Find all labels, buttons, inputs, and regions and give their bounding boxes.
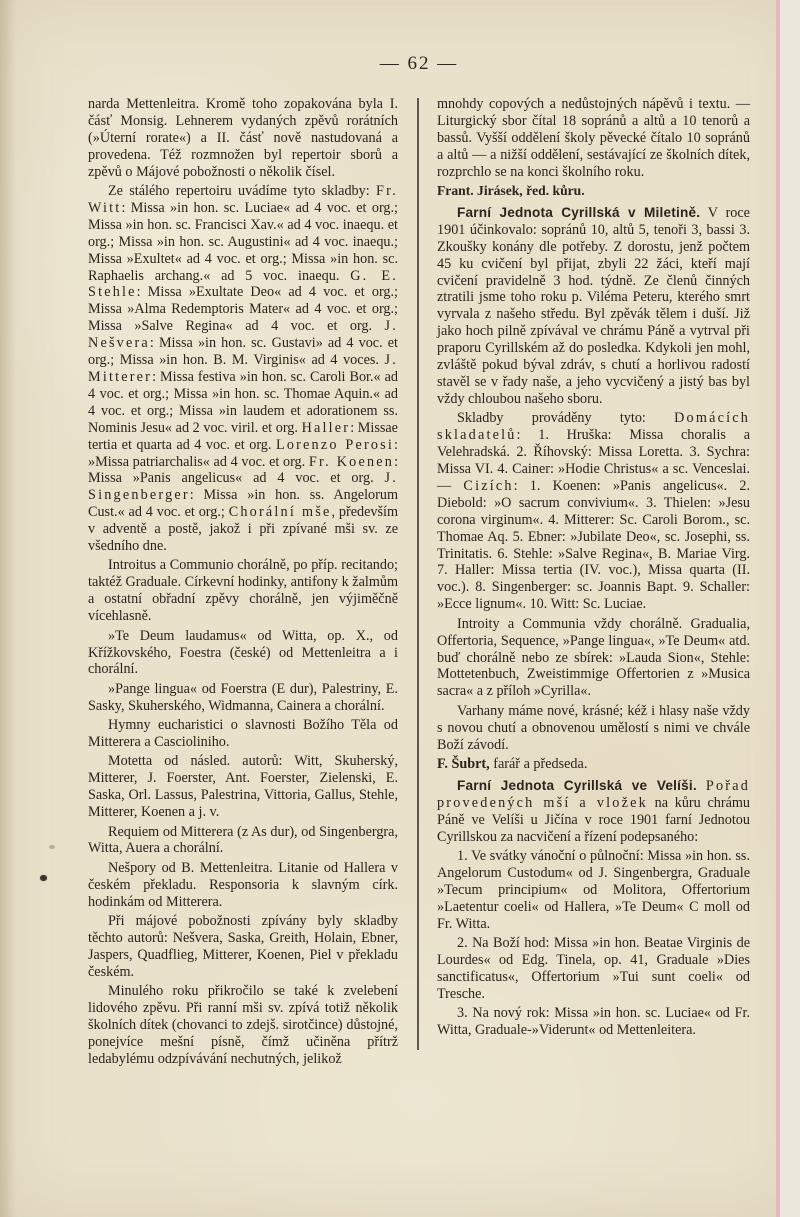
page-left-edge-shadow: [0, 0, 16, 1217]
signature-line: [437, 756, 750, 773]
text-run: : 1. Koenen: »Panis angelicus«. 2. Diebold: »O sacrum convivium«. 3. Thielen: »Jesu corona virginum«. 4. Mitterer: Sc. Caroli Borom., sc. Thomae Aq. 5. Ebner: »Jubilate Deo«, sc. Josephi, ss. Trinitatis. 6. Stehle: »Salve Regina«, B. Mariae Virg. 7. Haller: Missa tertia (IV. voc.), Missa quarta (II. voc.). 8. Singenberger: sc. Joannis Bapt. 9. Schaller: »Ecce lignum«. 10. Witt: Sc. Luciae.: [437, 477, 751, 613]
ink-smudge: [49, 845, 55, 849]
spaced-name: Fr. Koenen: [308, 453, 395, 470]
paragraph: [437, 848, 750, 933]
text-run: , především v adventě a postě, jakož i při zpívané mši sv. ze všedního dne.: [88, 504, 398, 555]
signature-line: [437, 183, 750, 200]
spaced-name: J. Singenberger: [88, 470, 398, 504]
paragraph: [437, 616, 750, 701]
text-run: : Missa festiva »in hon. sc. Caroli Bor.« ad 4 voc. et org.; Missa »in hon. sc. Thomae Aquin.« ad 4 voc. et org.; Missa »in laudem et adorationem ss. Nominis Jesu« ad 2 voc. viril. et org.: [88, 369, 398, 436]
spaced-name: Fr. Witt: [88, 183, 398, 216]
text-run: 2. Na Boží hod: Missa »in hon. Beatae Virginis de Lourdes« od Edg. Tinela, op. 41, Graduale »Dies sanctificatus«, Offertorium »Tui sunt coeli« od Tresche.: [437, 935, 750, 1002]
text-run: : Missa »Exultate Deo« ad 4 voc. et org.; Missa »Alma Redemptoris Mater« ad 4 voc. et org.; Missa »Salve Regina« ad 4 voc. et org.: [88, 284, 398, 335]
text-run: V roce 1901 účinkovalo: sopránů 10, altů 5, tenoři 3, bassi 3. Zkoušky konány dle potřeby. Z dorostu, jenž počtem 45 ku cvičení byl přijat, zbyli 22 žáci, kteří mají cvičení pravidelně 3 hod. týdně. Ze členů činných ztratili jsme toho roku p. Viléma Peteru, kterého smrt vyrvala z našeho středu. Byl zpěvák tělem i duší. Již jako hoch pilně zpívával ve chrámu Páně a vytrval při praporu Cyrillském až do posledka. Kdykoli jen mohl, zvláště pokud býval zdráv, s chutí a horlivou radostí stavěl se v řady naše, a jeho vycvičený a jistý bas byl vždy chloubou našeho sboru.: [437, 204, 750, 407]
spaced-name: Haller: [301, 419, 351, 436]
spaced-name: Domácích skladatelů: [437, 410, 750, 444]
text-run: : Missa »in hon. ss. Angelorum Cust.« ad 4 voc. et org.;: [88, 487, 398, 521]
section-heading: Farní Jednota Cyrillská v Miletině.: [457, 204, 701, 220]
text-run: : Missa »in hon. sc. Gustavi» ad 4 voc. et org.; Missa »in hon. B. M. Virginis« ad 4 voces.: [88, 335, 398, 369]
text-run: Při májové pobožnosti zpívány byly skladby těchto autorů: Nešvera, Saska, Greith, Holain, Ebner, Jaspers, Quadflieg, Mitterer, Koenen, Piel v překladu českém.: [88, 913, 398, 980]
page-number: — 62 —: [379, 53, 459, 74]
text-run: : Missa »in hon. sc. Luciae« ad 4 voc. et org.; Missa »in hon. sc. Francisci Xav.« ad 4 voc. inaequ. et org.; Missa »in hon. sc. Augustini« ad 4 voc. inaequ.; Missa »Exultet« ad 4 voc. et org.; Missa »in hon. sc. Raphaelis archang.« ad 5 voc. inaequ.: [88, 199, 398, 284]
paragraph: [437, 1005, 750, 1039]
text-run: Varhany máme nové, krásné; kéž i hlasy naše vždy s novou chutí a obnovenou umělostí s nimi ve chvále Boží závodí.: [437, 702, 750, 753]
text-run: farář a předseda.: [489, 755, 588, 772]
spaced-name: J. Mitterer: [88, 352, 398, 385]
paragraph: [88, 628, 398, 679]
paragraph: [437, 935, 750, 1003]
text-run: Introity a Communia vždy chorálně. Gradualia, Offertoria, Sequence, »Pange lingua«, »Te Deum« atd. buď chorálně nebo ze sbírek: »Lauda Sion«, Stehle: Mottetenbuch, Zweistimmige Offertorien z »Musica sacra« a z příloh »Cyrilla«.: [437, 615, 750, 700]
paragraph: [88, 983, 398, 1068]
text-run: [697, 778, 706, 794]
paragraph: [88, 753, 398, 821]
paragraph: [88, 96, 398, 181]
text-run: F. Šubrt,: [437, 755, 490, 772]
spaced-name: Lorenzo Perosi: [275, 436, 395, 453]
spaced-name: Pořad provedených mší a vložek: [437, 777, 750, 811]
paragraph: [88, 681, 398, 715]
paragraph: [437, 778, 750, 846]
text-run: : 1. Hruška: Missa choralis a Velehradská. 2. Říhovský: Missa Loretta. 3. Sychra: Missa VI. 4. Cainer: »Hodie Christus« a sc. Venceslai. —: [437, 427, 750, 494]
text-run: Introitus a Communio chorálně, po příp. recitando; taktéž Graduale. Církevní hodinky, antifony k žalmům a ostatní obřadní zpěvy chorálně, jen výjiměčně vícehlasně.: [88, 557, 398, 625]
paragraph: [88, 183, 398, 555]
paragraph: [437, 703, 750, 754]
ink-spot: [40, 875, 47, 881]
text-run: mnohdy copových a nedůstojných nápěvů i textu. — Liturgický sbor čítal 18 sopránů a altů a 10 tenorů a bassů. Vyšší oddělení školy pěvecké čítalo 10 sopránů a altů — a nižší oddělení, sestávající ze školních dítek, rozprchlo se na konci školního roku.: [437, 96, 750, 180]
paragraph: [88, 824, 398, 858]
spaced-name: G. E. Stehle: [88, 267, 398, 301]
text-run: : Missa »Panis angelicus« ad 4 voc. et org.: [88, 453, 399, 487]
column-divider: [417, 98, 419, 1050]
text-run: 1. Ve svátky vánoční o půlnoční: Missa »in hon. ss. Angelorum Custodum« od J. Singenbergra, Graduale »Tecum principium« od Molitora, Offertorium »Laetentur coeli« od Hallera, »Te Deum« C moll od Fr. Witta.: [437, 847, 750, 932]
left-column: [88, 96, 398, 1070]
text-run: : Missae tertia et quarta ad 4 voc. et org.: [88, 419, 398, 453]
paragraph: [88, 717, 398, 751]
scan-edge-line: [776, 0, 780, 1217]
text-run: na kůru chrámu Páně ve Velíši u Jičína v roce 1901 farní Jednotou Cyrillskou za nacvičení a řízení podepsaného:: [437, 794, 750, 845]
text-run: Nešpory od B. Mettenleitra. Litanie od Hallera v českém překladu. Responsoria k slavným círk. hodinkám od Mitterera.: [88, 859, 398, 910]
scan-right-margin: [780, 0, 800, 1217]
spaced-name: J. Nešvera: [88, 318, 398, 352]
text-run: Frant. Jirásek, řed. kůru.: [437, 183, 585, 199]
paragraph: [88, 557, 398, 625]
text-run: Motetta od násled. autorů: Witt, Skuherský, Mitterer, J. Foerster, Ant. Foerster, Zielenski, E. Saska, Orl. Lassus, Palestrina, Vittoria, Gallus, Stehle, Mitterer, Koenen a j. v.: [88, 753, 398, 821]
text-run: »Te Deum laudamus« od Witta, op. X., od Křížkovského, Foestra (české) od Mettenleitra a i chorální.: [88, 627, 398, 678]
section-heading: Farní Jednota Cyrillská ve Velíši.: [457, 777, 697, 793]
text-run: Requiem od Mitterera (z As dur), od Singenbergra, Witta, Auera a chorální.: [88, 823, 398, 857]
text-run: »Pange lingua« od Foerstra (E dur), Palestriny, E. Sasky, Skuherského, Widmanna, Cainera a chorální.: [88, 680, 398, 714]
spaced-name: Cizích: [463, 477, 514, 494]
text-run: 3. Na nový rok: Missa »in hon. sc. Luciae« od Fr. Witta, Graduale-»Viderunt« od Mettenleitera.: [437, 1005, 750, 1039]
text-run: : »Missa patriarchalis« ad 4 voc. et org.: [88, 436, 398, 470]
paragraph: [88, 913, 398, 981]
paragraph: [437, 410, 750, 613]
spaced-name: Chorální mše: [228, 504, 332, 521]
text-run: Ze stálého repertoiru uvádíme tyto skladby:: [108, 183, 377, 200]
right-column: [437, 96, 750, 1041]
paragraph: [437, 96, 750, 181]
paragraph: [88, 860, 398, 911]
text-run: Skladby prováděny tyto:: [457, 410, 675, 427]
text-run: narda Mettenleitra. Kromě toho zopakována byla I. čásť Monsig. Lehnerem vydaných zpěvů rorátních (»Úterní rorate«) a II. čásť nově nastudovaná a provedena. Též rozmnožen byl repertoir sborů a zpěvů o Májové pobožnosti o několik čísel.: [88, 96, 398, 180]
text-run: Minulého roku přikročilo se také k zvelebení lidového zpěvu. Při ranní mši sv. zpívá totiž několik školních dítek (chovanci to zdejš. sirotčince) důstojné, ponejvíce mešní písně, čímž učiněna přítrž ledabylému odzpívávání nechutných, jelikož: [88, 983, 398, 1067]
paragraph: [437, 205, 750, 408]
text-run: Hymny eucharistici o slavnosti Božího Těla od Mitterera a Cascioliniho.: [88, 717, 398, 751]
